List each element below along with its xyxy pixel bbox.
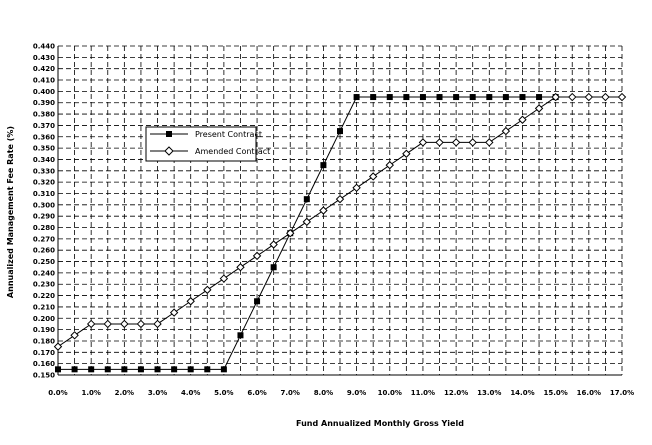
y-tick-label: 0.330 [32, 167, 55, 176]
y-axis-title: Annualized Management Fee Rate (%) [6, 125, 15, 299]
data-point-amended [220, 275, 227, 282]
x-tick-label: 1.0% [81, 389, 101, 397]
y-tick-label: 0.370 [32, 121, 55, 130]
x-tick-label: 11.0% [410, 389, 436, 397]
data-point-amended [386, 162, 393, 169]
data-point-present [237, 332, 243, 338]
data-point-present [437, 94, 443, 100]
data-point-present [470, 94, 476, 100]
data-point-amended [171, 309, 178, 316]
data-point-present [420, 94, 426, 100]
data-point-amended [137, 320, 144, 327]
legend-label-amended: Amended Contract [195, 147, 271, 156]
data-point-present [337, 128, 343, 134]
data-point-amended [320, 207, 327, 214]
data-point-amended [403, 150, 410, 157]
y-tick-label: 0.250 [32, 258, 55, 267]
data-point-amended [436, 139, 443, 146]
y-tick-label: 0.340 [32, 155, 55, 164]
data-point-present [221, 366, 227, 372]
data-point-present [72, 366, 78, 372]
data-point-amended [469, 139, 476, 146]
legend-label-present: Present Contract [195, 130, 262, 139]
data-point-present [370, 94, 376, 100]
data-point-present [155, 366, 161, 372]
x-tick-label: 7.0% [280, 389, 300, 397]
tick-labels [33, 43, 634, 398]
data-point-present [171, 366, 177, 372]
data-point-present [320, 162, 326, 168]
y-tick-label: 0.350 [32, 144, 55, 153]
y-tick-label: 0.240 [32, 269, 55, 278]
data-point-present [105, 366, 111, 372]
y-tick-label: 0.200 [32, 314, 55, 323]
data-point-amended [419, 139, 426, 146]
y-tick-label: 0.230 [32, 280, 55, 289]
data-point-amended [585, 94, 592, 101]
data-point-amended [370, 173, 377, 180]
data-point-amended [71, 332, 78, 339]
y-tick-label: 0.320 [32, 178, 55, 187]
y-tick-label: 0.390 [32, 99, 55, 108]
x-tick-label: 16.0% [576, 389, 601, 397]
y-tick-label: 0.260 [32, 246, 55, 255]
y-tick-label: 0.150 [32, 371, 55, 380]
data-point-amended [303, 218, 310, 225]
y-tick-label: 0.380 [32, 110, 55, 119]
data-point-present [354, 94, 360, 100]
data-point-present [204, 366, 210, 372]
x-tick-label: 13.0% [477, 389, 502, 397]
y-tick-label: 0.280 [32, 224, 55, 233]
x-tick-label: 10.0% [377, 389, 402, 397]
y-tick-label: 0.170 [32, 348, 55, 357]
data-point-amended [254, 252, 261, 259]
x-tick-label: 9.0% [346, 389, 367, 397]
x-tick-label: 6.0% [247, 389, 267, 397]
data-point-present [88, 366, 94, 372]
data-point-amended [121, 320, 128, 327]
data-point-present [121, 366, 127, 372]
data-point-amended [55, 343, 62, 350]
data-point-amended [502, 128, 509, 135]
y-tick-label: 0.310 [32, 189, 55, 198]
data-point-present [486, 94, 492, 100]
x-tick-label: 0.0% [48, 389, 68, 397]
x-tick-label: 2.0% [114, 389, 135, 397]
x-tick-label: 15.0% [543, 389, 568, 397]
data-point-amended [88, 320, 95, 327]
x-axis-title: Fund Annualized Monthly Gross Yield [296, 419, 464, 428]
y-tick-label: 0.210 [32, 303, 55, 312]
data-point-amended [237, 264, 244, 271]
data-point-amended [519, 116, 526, 123]
data-point-present [453, 94, 459, 100]
data-point-amended [536, 105, 543, 112]
data-point-present [254, 298, 260, 304]
data-point-amended [154, 320, 161, 327]
data-point-present [271, 264, 277, 270]
legend-marker-present [166, 131, 172, 137]
data-point-present [138, 366, 144, 372]
x-tick-label: 14.0% [510, 389, 535, 397]
data-point-present [403, 94, 409, 100]
data-point-amended [619, 94, 626, 101]
x-tick-label: 5.0% [214, 389, 234, 397]
data-point-amended [204, 286, 211, 293]
data-point-present [503, 94, 509, 100]
y-tick-label: 0.430 [32, 53, 55, 62]
y-tick-label: 0.220 [32, 292, 55, 301]
data-point-present [304, 196, 310, 202]
y-tick-label: 0.410 [32, 76, 55, 85]
x-tick-label: 12.0% [443, 389, 469, 397]
data-point-present [519, 94, 525, 100]
data-point-present [188, 366, 194, 372]
y-tick-label: 0.420 [32, 65, 55, 74]
legend [146, 127, 270, 161]
y-tick-label: 0.400 [32, 87, 55, 96]
y-tick-label: 0.180 [32, 337, 55, 346]
data-point-amended [337, 196, 344, 203]
data-point-amended [104, 320, 111, 327]
data-point-amended [353, 184, 360, 191]
data-point-amended [270, 241, 277, 248]
y-tick-label: 0.290 [32, 212, 55, 221]
data-point-amended [187, 298, 194, 305]
data-point-amended [569, 94, 576, 101]
x-tick-label: 3.0% [147, 389, 168, 397]
x-tick-label: 8.0% [313, 389, 334, 397]
x-tick-label: 4.0% [180, 389, 201, 397]
data-point-present [536, 94, 542, 100]
y-tick-label: 0.190 [32, 326, 55, 335]
data-point-amended [602, 94, 609, 101]
data-point-present [387, 94, 393, 100]
data-point-present [55, 366, 61, 372]
y-tick-label: 0.160 [32, 360, 55, 369]
y-tick-label: 0.270 [32, 235, 55, 244]
data-point-amended [453, 139, 460, 146]
y-tick-label: 0.360 [32, 133, 55, 142]
y-tick-label: 0.300 [32, 201, 55, 210]
y-tick-label: 0.440 [32, 42, 55, 51]
x-tick-label: 17.0% [609, 389, 635, 397]
data-point-amended [486, 139, 493, 146]
